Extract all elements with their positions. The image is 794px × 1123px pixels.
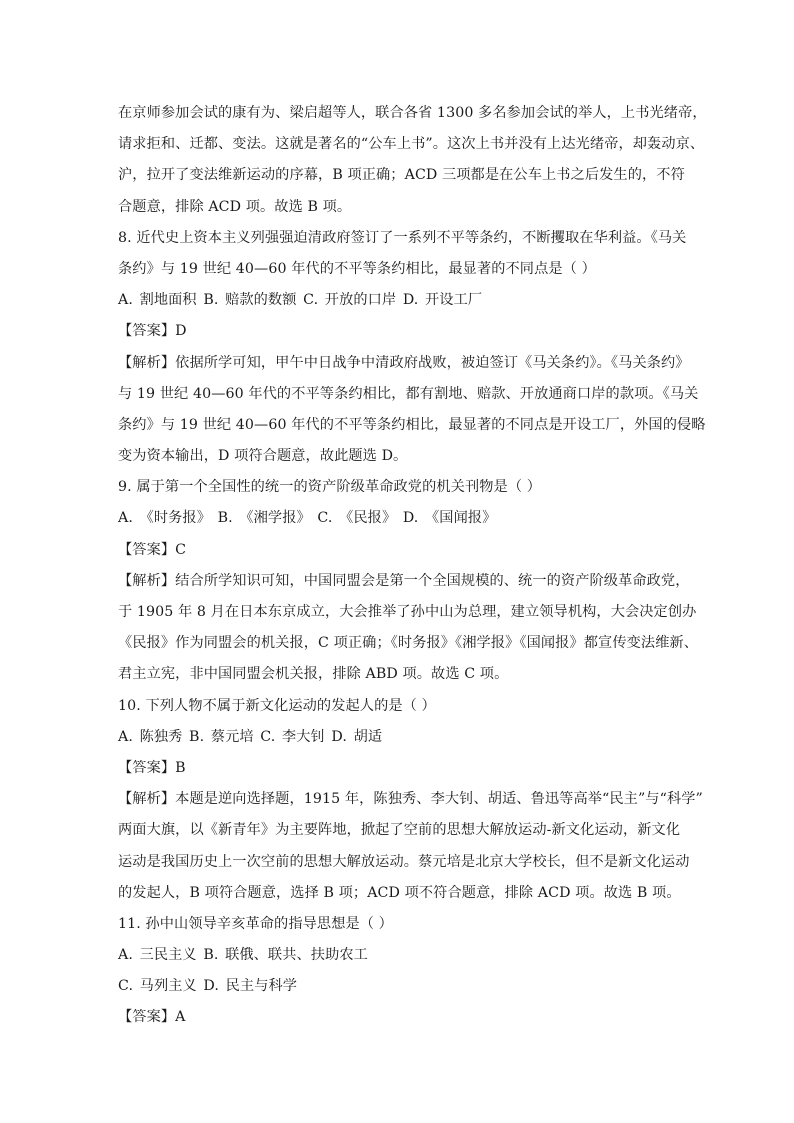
question-10-analysis: 两面大旗，以《新青年》为主要阵地，掀起了空前的思想大解放运动-新文化运动，新文化 (118, 822, 681, 839)
question-9-analysis: 《民报》作为同盟会的机关报，C 项正确；《时务报》《湘学报》《国闻报》都宣传变法维新、 (118, 635, 699, 652)
question-9-answer: 【答案】C (118, 541, 187, 558)
question-10-stem: 10. 下列人物不属于新文化运动的发起人的是（ ） (118, 697, 436, 714)
question-8-analysis: 【解析】依据所学可知，甲午中日战争中清政府战败，被迫签订《马关条约》。《马关条约》 (118, 354, 690, 371)
question-10-analysis: 运动是我国历史上一次空前的思想大解放运动。蔡元培是北京大学校长，但不是新文化运动 (118, 853, 690, 870)
question-11-answer: 【答案】A (118, 1009, 186, 1026)
text-line: 沪，拉开了变法维新运动的序幕，B 项正确；ACD 三项都是在公车上书之后发生的，不符 (118, 167, 685, 184)
question-10-analysis: 【解析】本题是逆向选择题，1915 年，陈独秀、李大钊、胡适、鲁迅等高举“民主”与“科学” (118, 791, 703, 808)
question-10-analysis: 的发起人，B 项符合题意，选择 B 项；ACD 项不符合题意，排除 ACD 项。故选 B 项。 (118, 884, 681, 901)
question-8-stem: 8. 近代史上资本主义列强强迫清政府签订了一系列不平等条约，不断攫取在华利益。《马关 (118, 229, 687, 246)
question-10-answer: 【答案】B (118, 759, 186, 776)
question-8-options: A. 割地面积 B. 赔款的数额 C. 开放的口岸 D. 开设工厂 (118, 292, 483, 309)
document-page (118, 98, 707, 1034)
text-line: 合题意，排除 ACD 项。故选 B 项。 (118, 198, 352, 215)
question-8-answer: 【答案】D (118, 323, 187, 340)
question-9-stem: 9. 属于第一个全国性的统一的资产阶级革命政党的机关刊物是（ ） (118, 479, 542, 496)
question-8-analysis: 变为资本输出，D 项符合题意，故此题选 D。 (118, 448, 408, 465)
question-10-options: A. 陈独秀 B. 蔡元培 C. 李大钊 D. 胡适 (118, 728, 383, 745)
text-line: 请求拒和、迁都、变法。这就是著名的“公车上书”。这次上书并没有上达光绪帝，却轰动京、 (118, 136, 705, 153)
question-9-options: A. 《时务报》 B. 《湘学报》 C. 《民报》 D. 《国闻报》 (118, 510, 497, 527)
question-9-analysis: 【解析】结合所学知识可知，中国同盟会是第一个全国规模的、统一的资产阶级革命政党， (118, 572, 690, 589)
question-8-analysis: 与 19 世纪 40—60 年代的不平等条约相比，都有割地、赔款、开放通商口岸的款项。《马关 (118, 385, 699, 402)
text-line: 在京师参加会试的康有为、梁启超等人，联合各省 1300 多名参加会试的举人，上书光绪帝， (118, 105, 707, 121)
question-9-analysis: 君主立宪，非中国同盟会机关报，排除 ABD 项。故选 C 项。 (118, 666, 509, 683)
question-11-options: A. 三民主义 B. 联俄、联共、扶助农工 (118, 947, 368, 964)
question-11-options: C. 马列主义 D. 民主与科学 (118, 978, 298, 995)
question-8-stem: 条约》与 19 世纪 40—60 年代的不平等条约相比，最显著的不同点是（ ） (118, 260, 596, 277)
question-11-stem: 11. 孙中山领导辛亥革命的指导思想是（ ） (118, 915, 393, 932)
question-9-analysis: 于 1905 年 8 月在日本东京成立，大会推举了孙中山为总理，建立领导机构，大会决定创办 (118, 604, 697, 620)
question-8-analysis: 条约》与 19 世纪 40—60 年代的不平等条约相比，最显著的不同点是开设工厂，外国的侵略 (118, 416, 706, 433)
